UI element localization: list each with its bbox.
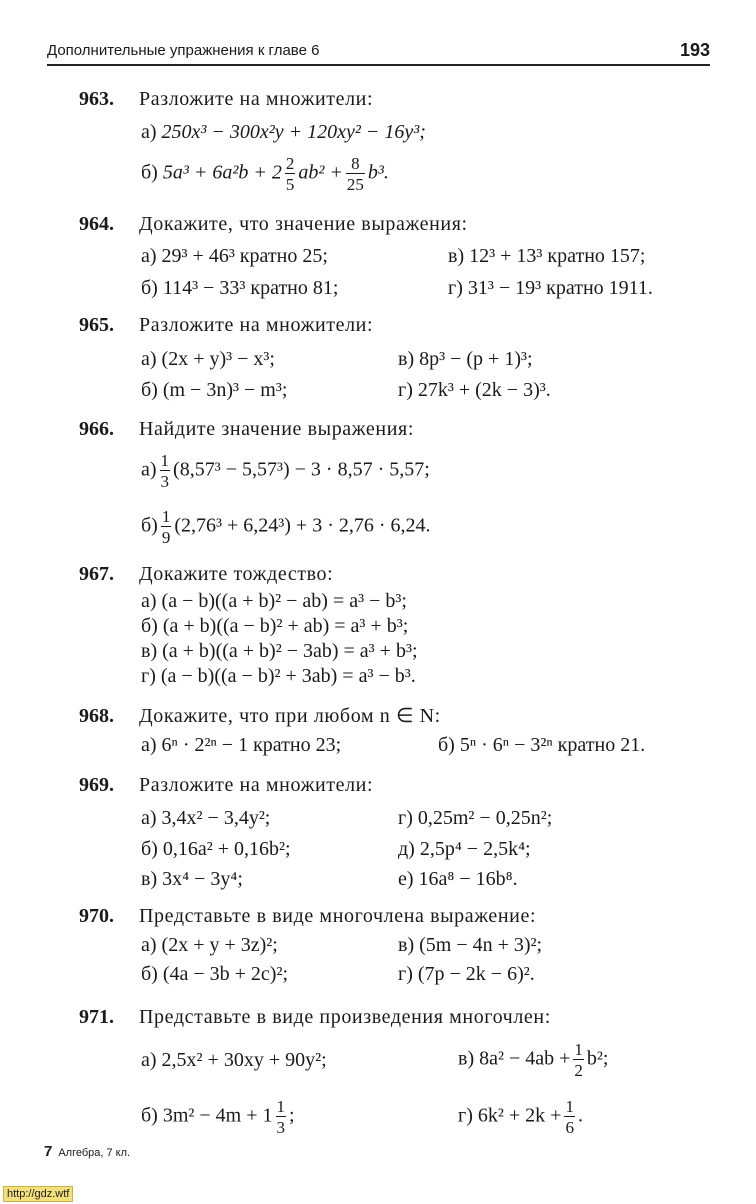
problem-964 [79,213,468,236]
item-970-b: б) (4a − 3b + 2c)²; [141,963,289,985]
item-969-a: а) 3,4x² − 3,4y²; [141,807,271,829]
item-970-d: г) (7p − 2k − 6)². [398,963,535,985]
problem-number: 971. [79,1006,114,1028]
page-header [47,42,710,64]
expression: ab² + [298,161,343,184]
expression: b³. [367,161,389,184]
item-969-b: б) 0,16a² + 0,16b²; [141,838,291,860]
item-968-b: б) 5ⁿ · 6ⁿ − 3²ⁿ кратно 21. [438,734,646,756]
item-966-a: а) $\frac{1}{3}$ (8,57³ − 5,57³) − 3 · 8,57 · 5,57; [141,451,430,491]
item-964-c: в) 12³ + 13³ кратно 157; [448,245,646,267]
problem-number: 964. [79,213,114,235]
item-969-c: в) 3x⁴ − 3y⁴; [141,868,243,890]
fraction: $\frac{8}{25}$ [346,154,364,194]
item-967-b: б) (a + b)((a − b)² + ab) = a³ + b³; [141,615,409,637]
problem-number: 968. [79,705,114,727]
item-969-d: г) 0,25m² − 0,25n²; [398,807,553,829]
problem-instruction: Разложите на множители: [139,314,374,336]
expression: (2,76³ + 6,24³) + 3 · 2,76 · 6,24. [174,514,431,537]
problem-number: 967. [79,563,114,585]
problem-instruction: Докажите, что при любом n ∈ N: [139,705,441,727]
problem-instruction: Разложите на множители: [139,774,374,796]
fraction: $\frac{1}{6}$ [565,1097,574,1137]
problem-965 [79,314,373,337]
chapter-title: Дополнительные упражнения к главе 6 [47,42,320,59]
fraction: $\frac{1}{3}$ [160,451,170,491]
item-964-b: б) 114³ − 33³ кратно 81; [141,277,339,299]
item-967-a: а) (a − b)((a + b)² − ab) = a³ − b³; [141,590,407,612]
expression: 250x³ − 300x²y + 120xy² − 16y³; [161,121,426,143]
item-965-d: г) 27k³ + (2k − 3)³. [398,379,551,401]
problem-966 [79,418,414,441]
problem-963 [79,88,373,111]
item-970-c: в) (5m − 4n + 3)²; [398,934,543,956]
page-number: 193 [679,40,710,60]
expression: 8a² − 4ab + [479,1047,571,1070]
fraction: $\frac{1}{9}$ [161,507,171,547]
item-966-b: б) $\frac{1}{9}$ (2,76³ + 6,24³) + 3 · 2,76 · 6,24. [141,507,431,547]
expression: 6k² + 2k + [477,1104,562,1127]
expression: ; [289,1104,295,1127]
item-965-a: а) (2x + y)³ − x³; [141,348,275,370]
problem-instruction: Найдите значение выражения: [139,418,414,440]
header-rule [47,64,710,66]
item-971-c: в) 8a² − 4ab + $\frac{1}{2}$ b²; [458,1040,609,1080]
problem-number: 966. [79,418,114,440]
problem-instruction: Докажите тождество: [139,563,334,585]
problem-971 [79,1006,551,1029]
page-footer [44,1143,130,1160]
item-968-a: а) 6ⁿ · 2²ⁿ − 1 кратно 23; [141,734,342,756]
problem-967 [79,563,333,586]
item-971-b: б) 3m² − 4m + 1 $\frac{1}{3}$ ; [141,1097,295,1137]
watermark-link[interactable]: http://gdz.wtf [3,1186,73,1202]
problem-number: 963. [79,88,114,110]
item-971-d: г) 6k² + 2k + $\frac{1}{6}$ . [458,1097,583,1137]
item-969-e: д) 2,5p⁴ − 2,5k⁴; [398,838,531,860]
expression: b²; [586,1047,609,1070]
signature-number: 7 [44,1143,53,1160]
expression: 3m² − 4m + 1 [162,1104,273,1127]
problem-number: 970. [79,905,114,927]
expression: (8,57³ − 5,57³) − 3 · 8,57 · 5,57; [173,458,430,481]
item-963-a: а) 250x³ − 300x²y + 120xy² − 16y³; [141,121,426,143]
item-965-c: в) 8p³ − (p + 1)³; [398,348,533,370]
item-963-b: б) 5a³ + 6a²b + 2 $\frac{2}{5}$ ab² + $\frac{8}{25}$ b³. [141,154,389,194]
fraction: $\frac{1}{3}$ [276,1097,286,1137]
problem-instruction: Представьте в виде произведения многочлен: [139,1006,551,1028]
fraction: $\frac{1}{2}$ [574,1040,583,1080]
problem-969 [79,774,373,797]
item-964-a: а) 29³ + 46³ кратно 25; [141,245,328,267]
problem-970 [79,905,536,928]
problem-instruction: Разложите на множители: [139,88,374,110]
item-964-d: г) 31³ − 19³ кратно 1911. [448,277,653,299]
fraction: $\frac{2}{5}$ [285,154,295,194]
problem-number: 969. [79,774,114,796]
book-title: Алгебра, 7 кл. [58,1147,131,1159]
item-967-d: г) (a − b)((a − b)² + 3ab) = a³ − b³. [141,665,416,687]
item-971-a: а) 2,5x² + 30xy + 90y²; [141,1049,327,1071]
item-970-a: а) (2x + y + 3z)²; [141,934,278,956]
item-967-c: в) (a + b)((a + b)² − 3ab) = a³ + b³; [141,640,418,662]
item-969-f: е) 16a⁸ − 16b⁸. [398,868,518,890]
expression: 5a³ + 6a²b + 2 [162,161,282,184]
problem-number: 965. [79,314,114,336]
problem-968 [79,703,441,728]
problem-instruction: Докажите, что значение выражения: [139,213,468,235]
item-965-b: б) (m − 3n)³ − m³; [141,379,288,401]
expression: . [577,1104,583,1127]
problem-instruction: Представьте в виде многочлена выражение: [139,905,537,927]
